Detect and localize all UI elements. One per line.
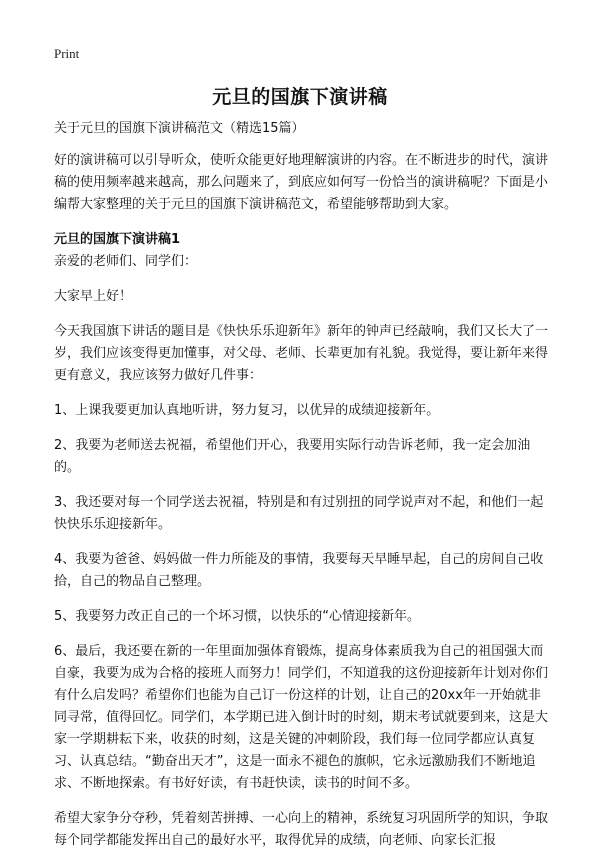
body-paragraph: 今天我国旗下讲话的题目是《快快乐乐迎新年》新年的钟声已经敲响，我们又长大了一岁，我们应该变得更加懂事，对父母、老师、长辈更加有礼貌。我觉得，要让新年来得更有意义，我应该努力做好几件事： [54,324,549,383]
body-paragraph: 6、最后，我还要在新的一年里面加强体育锻炼，提高身体素质我为自己的祖国强大而自豪，我要为成为合格的接班人而努力！同学们，不知道我的这份迎接新年计划对你们有什么启发吗？希望你们也能为自己订一份这样的计划，让自己的20xx年一开始就非同寻常，值得回忆。同学们，本学期已进入倒计时的时刻，期末考试就要到来，这是大家一学期耕耘下来，收获的时刻，这是关键的冲刺阶段，我们每一位同学都应认真复习、认真总结。“勤奋出天才”，这是一面永不褪色的旗帜，它永远激励我们不断地追求、不断地探索。有书好好读，有书赶快读，读书的时间不多。 [54,644,549,791]
document-subtitle: 关于元旦的国旗下演讲稿范文（精选15篇） [54,121,305,136]
body-paragraph: 2、我要为老师送去祝福，希望他们开心，我要用实际行动告诉老师，我一定会加油的。 [54,438,531,475]
body-paragraph: 4、我要为爸爸、妈妈做一件力所能及的事情，我要每天早睡早起，自己的房间自己收拾，自己的物品自己整理。 [54,552,544,589]
body-paragraph: 1、上课我要更加认真地听讲，努力复习，以优异的成绩迎接新年。 [54,403,440,418]
body-paragraph: 3、我还要对每一个同学送去祝福，特别是和有过别扭的同学说声对不起，和他们一起快快乐乐迎接新年。 [54,495,544,532]
body-paragraph: 5、我要努力改正自己的一个坏习惯，以快乐的“心情迎接新年。 [54,609,421,624]
section-heading: 元旦的国旗下演讲稿1 [54,232,181,247]
document-body [54,118,548,852]
body-paragraph: 亲爱的老师们、同学们： [54,254,198,269]
intro-paragraph: 好的演讲稿可以引导听众，使听众能更好地理解演讲的内容。在不断进步的时代，演讲稿的使用频率越来越高，那么问题来了，到底应如何写一份恰当的演讲稿呢？下面是小编帮大家整理的关于元旦的国旗下演讲稿范文，希望能够帮助到大家。 [54,153,549,212]
print-link[interactable]: Print [54,46,80,61]
body-paragraph: 大家早上好！ [54,289,133,304]
document-title: 元旦的国旗下演讲稿 [212,86,388,108]
body-paragraph: 希望大家争分夺秒，凭着刻苦拼搏、一心向上的精神，系统复习巩固所学的知识，争取每个同学都能发挥出自己的最好水平，取得优异的成绩，向老师、向家长汇报 [54,811,549,848]
